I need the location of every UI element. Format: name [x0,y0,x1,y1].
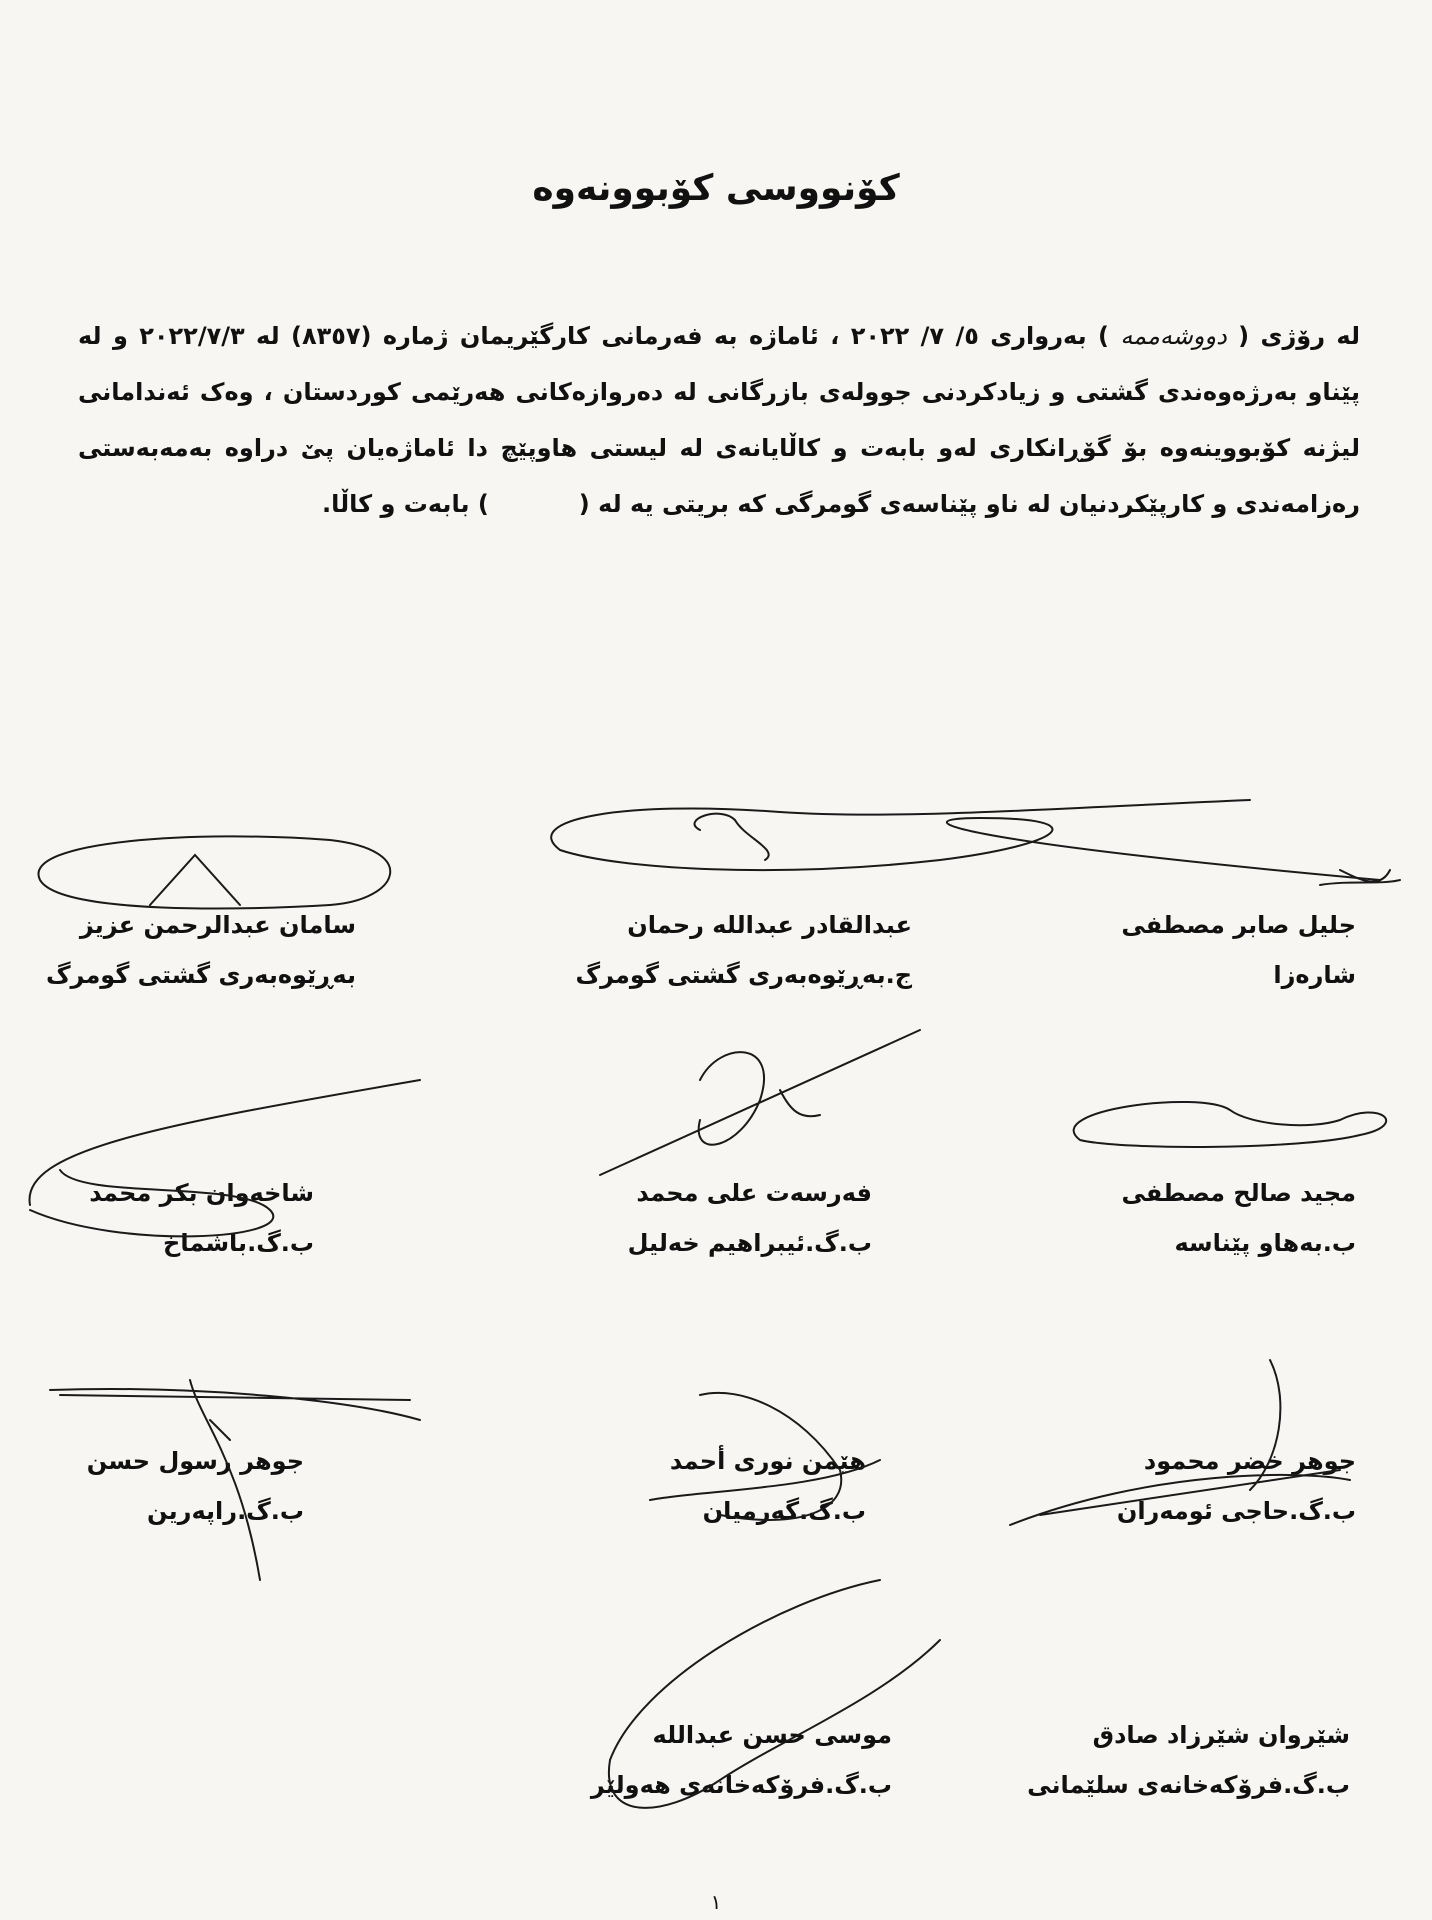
body-text-part3: ) بابەت و کاڵا. [322,490,489,518]
signature-scribble [695,814,769,860]
signatory-title: بەڕێوەبەری گشتی گومرگ [45,961,356,989]
signatory-name: شاخەوان بكر محمد [89,1179,314,1207]
signatory-block [1027,1710,1350,1810]
page-number: ١ [710,1890,722,1914]
signatory-title: ب.گ.فرۆكەخانەی هەولێر [590,1771,892,1799]
signatory-name: عبدالقادر عبدالله رحمان [627,911,912,939]
signatory-title: ب.گ.ئیبراهیم خەلیل [627,1229,872,1257]
signature-scribble [38,836,390,908]
signatory-title: ب.گ.فرۆكەخانەی سلێمانی [1027,1771,1350,1799]
signatory-name: سامان عبدالرحمن عزیز [79,911,356,939]
body-text-part2: ) بەرواری ٥/ ٧/ ٢٠٢٢ ، ئاماژە بە فەرمانی کارگێریمان ژمارە (٨٣٥٧) لە ٢٠٢٢/٧/٣ و لە پێناو بەرژەوەندی گشتی و زیادکردنی جوولەی بازرگانی لە دەروازەکانی هەرێمی کوردستان ، وەک ئەندامانی لیژنە کۆبووینەوە بۆ گۆڕانکاری لەو بابەت و کاڵایانەی لە لیستی هاوپێچ دا ئاماژەیان پێ دراوە بەمەبەستی رەزامەندی و کارپێکردنیان لە ناو پێناسەی گومرگی کە بریتی یە لە ( [78,322,1360,518]
signatory-title: ب.بەهاو پێناسە [1174,1229,1356,1257]
signatory-name: فەرسەت علی محمد [636,1179,872,1207]
signatory-name: هێمن نوری أحمد [669,1447,866,1475]
signatory-name: جلیل صابر مصطفی [1121,911,1356,939]
signatory-block [576,900,912,1000]
signatory-title: ب.گ.گەرمیان [702,1497,866,1525]
signatory-title: ب.گ.حاجی ئومەران [1116,1497,1356,1525]
signatory-name: شێروان شێرزاد صادق [1092,1721,1350,1749]
signatory-name: موسی حسن عبدالله [652,1721,892,1749]
signatory-block [87,1436,304,1536]
document-title: کۆنووسی کۆبوونەوە [532,168,900,209]
signatory-block [1122,1168,1356,1268]
handwritten-day: دووشەممە [1120,322,1227,350]
document-body [78,308,1360,532]
signatory-name: مجید صالح مصطفی [1121,1179,1356,1207]
signatory-title: شارەزا [1273,961,1356,989]
signatory-block [628,1168,872,1268]
signature-scribble [600,1030,920,1175]
signature-scribble [1074,1102,1387,1147]
body-text-part1: لە رۆژی ( [1238,322,1360,350]
signatory-title: ب.گ.راپەرین [147,1497,304,1525]
signatory-block [89,1168,314,1268]
signatory-block [670,1436,866,1536]
signatory-block [1117,1436,1356,1536]
signature-scribble [551,800,1380,880]
signatory-block [1121,900,1356,1000]
signature-scribble [1320,870,1400,885]
signatory-title: ب.گ.باشماخ [163,1229,314,1257]
signatory-block [46,900,356,1000]
signatory-block [591,1710,892,1810]
signatory-name: جوهر خضر محمود [1143,1447,1356,1475]
signatory-title: ج.بەڕێوەبەری گشتی گومرگ [575,961,912,989]
signatory-name: جوهر رسول حسن [86,1447,304,1475]
